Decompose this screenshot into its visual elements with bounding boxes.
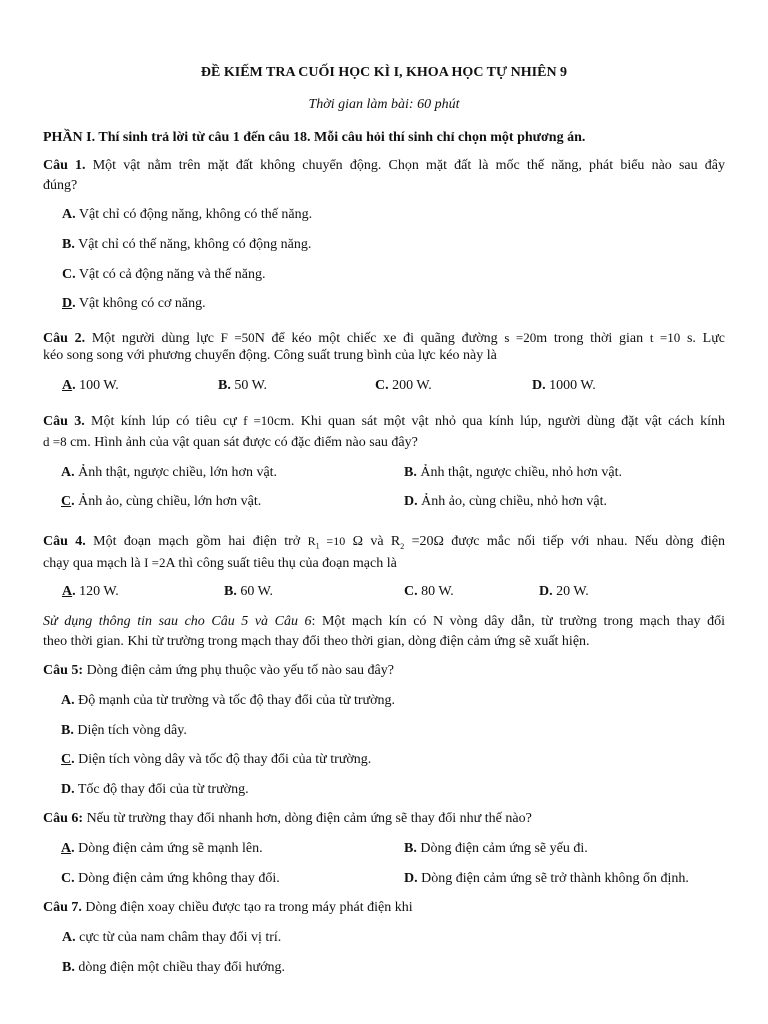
question-6-label: Câu 6:: [43, 811, 84, 826]
question-5-option-b: B. Diện tích vòng dây.: [61, 723, 187, 738]
info-q5-q6-line-1: Sử dụng thông tin sau cho Câu 5 và Câu 6: Một mạch kín có N vòng dây dẫn, từ trường trong mạch thay đổi: [43, 614, 725, 629]
question-3-line-2: d =8 cm. Hình ảnh của vật quan sát được có đặc điểm nào sau đây?: [43, 434, 418, 450]
question-2-line-1: Câu 2. Một người dùng lực F =50N để kéo một chiếc xe đi quãng đường s =20m trong thời gian t =10 s. Lực: [43, 330, 726, 346]
formula-distance: s =20: [504, 330, 537, 345]
question-2-line-2: kéo song song với phương chuyển động. Công suất trung bình của lực kéo này là: [43, 348, 497, 363]
question-4-label: Câu 4.: [43, 534, 86, 549]
question-1-line-1: Câu 1. Một vật nằm trên mặt đất không chuyển động. Chọn mặt đất là mốc thế năng, phát biểu nào sau đây: [43, 158, 725, 173]
question-7-option-a: A. cực từ của nam châm thay đổi vị trí.: [62, 930, 282, 945]
question-2-option-c: C. 200 W.: [375, 378, 432, 393]
formula-time: t =10: [649, 330, 681, 345]
question-7-line: Câu 7. Dòng điện xoay chiều được tạo ra trong máy phát điện khi: [43, 900, 413, 915]
question-2-label: Câu 2.: [43, 331, 86, 346]
question-1-option-a: A. Vật chỉ có động năng, không có thế năng.: [62, 207, 313, 222]
exam-title: ĐỀ KIẾM TRA CUỐI HỌC KÌ I, KHOA HỌC TỰ NHIÊN 9: [200, 65, 568, 80]
question-2-option-b: B. 50 W.: [218, 378, 268, 393]
question-5-option-c: C. Diện tích vòng dây và tốc độ thay đổi của từ trường.: [61, 752, 372, 767]
question-1-label: Câu 1.: [43, 158, 86, 173]
question-4-option-c: C. 80 W.: [404, 584, 454, 599]
question-5-label: Câu 5:: [43, 663, 84, 678]
question-4-option-d: D. 20 W.: [539, 584, 589, 599]
question-3-option-b: B. Ảnh thật, ngược chiều, nhỏ hơn vật.: [404, 465, 622, 480]
exam-time: Thời gian làm bài: 60 phút: [308, 97, 460, 112]
question-2-option-a: A. 100 W.: [62, 378, 119, 393]
question-6-option-a: A. Dòng điện cảm ứng sẽ mạnh lên.: [61, 841, 263, 856]
info-q5-q6-line-2: theo thời gian. Khi từ trường trong mạch thay đổi theo thời gian, dòng điện cảm ứng sẽ xuất hiện.: [43, 634, 590, 649]
question-5-option-a: A. Độ mạnh của từ trường và tốc độ thay đổi của từ trường.: [61, 693, 396, 708]
question-6-line: Câu 6: Nếu từ trường thay đổi nhanh hơn, dòng điện cảm ứng sẽ thay đổi như thế nào?: [43, 811, 532, 826]
formula-focal-length: f =10: [243, 413, 274, 428]
formula-r2: $R_2 =20$: [390, 534, 434, 551]
question-6-option-b: B. Dòng điện cảm ứng sẽ yếu đi.: [404, 841, 588, 856]
question-7-option-b: B. dòng điện một chiều thay đổi hướng.: [62, 960, 286, 975]
question-3-option-d: D. Ảnh ảo, cùng chiều, nhỏ hơn vật.: [404, 494, 607, 509]
question-7-label: Câu 7.: [43, 900, 82, 915]
formula-r1: $R_1 =10$: [307, 534, 346, 551]
question-5-line: Câu 5: Dòng điện cảm ứng phụ thuộc vào yếu tố nào sau đây?: [43, 663, 394, 678]
question-4-option-b: B. 60 W.: [224, 584, 274, 599]
formula-force: F =50: [220, 330, 255, 345]
question-6-option-d: D. Dòng điện cảm ứng sẽ trở thành không ổn định.: [404, 871, 689, 886]
question-6-option-c: C. Dòng điện cảm ứng không thay đổi.: [61, 871, 280, 886]
question-1-option-d: D. Vật không có cơ năng.: [62, 296, 206, 311]
question-1-option-c: C. Vật có cả động năng và thế năng.: [62, 267, 266, 282]
question-3-option-a: A. Ảnh thật, ngược chiều, lớn hơn vật.: [61, 465, 278, 480]
question-3-option-c: C. Ảnh ảo, cùng chiều, lớn hơn vật.: [61, 494, 262, 509]
question-3-label: Câu 3.: [43, 414, 85, 429]
question-4-line-1: Câu 4. Một đoạn mạch gồm hai điện trở $R_1 =10$ Ω và $R_2 =20\Omega$ được mắc nối tiếp với nhau. Nếu dòng điện: [43, 534, 726, 551]
formula-object-distance: d =8: [43, 434, 67, 449]
question-1-option-b: B. Vật chỉ có thế năng, không có động năng.: [62, 237, 312, 252]
question-4-option-a: A. 120 W.: [62, 584, 119, 599]
question-4-line-2: chạy qua mạch là I =2A thì công suất tiêu thụ của đoạn mạch là: [43, 555, 397, 571]
part-1-heading: PHẦN I. Thí sinh trả lời từ câu 1 đến câu 18. Mỗi câu hỏi thí sinh chỉ chọn một phương án.: [43, 130, 586, 145]
question-2-option-d: D. 1000 W.: [532, 378, 596, 393]
question-3-line-1: Câu 3. Một kính lúp có tiêu cự f =10cm. Khi quan sát một vật nhỏ qua kính lúp, người dùng đặt vật cách kính: [43, 413, 725, 429]
question-5-option-d: D. Tốc độ thay đổi của từ trường.: [61, 782, 249, 797]
question-1-line-2: đúng?: [43, 178, 78, 193]
formula-current: I =2: [144, 555, 166, 570]
